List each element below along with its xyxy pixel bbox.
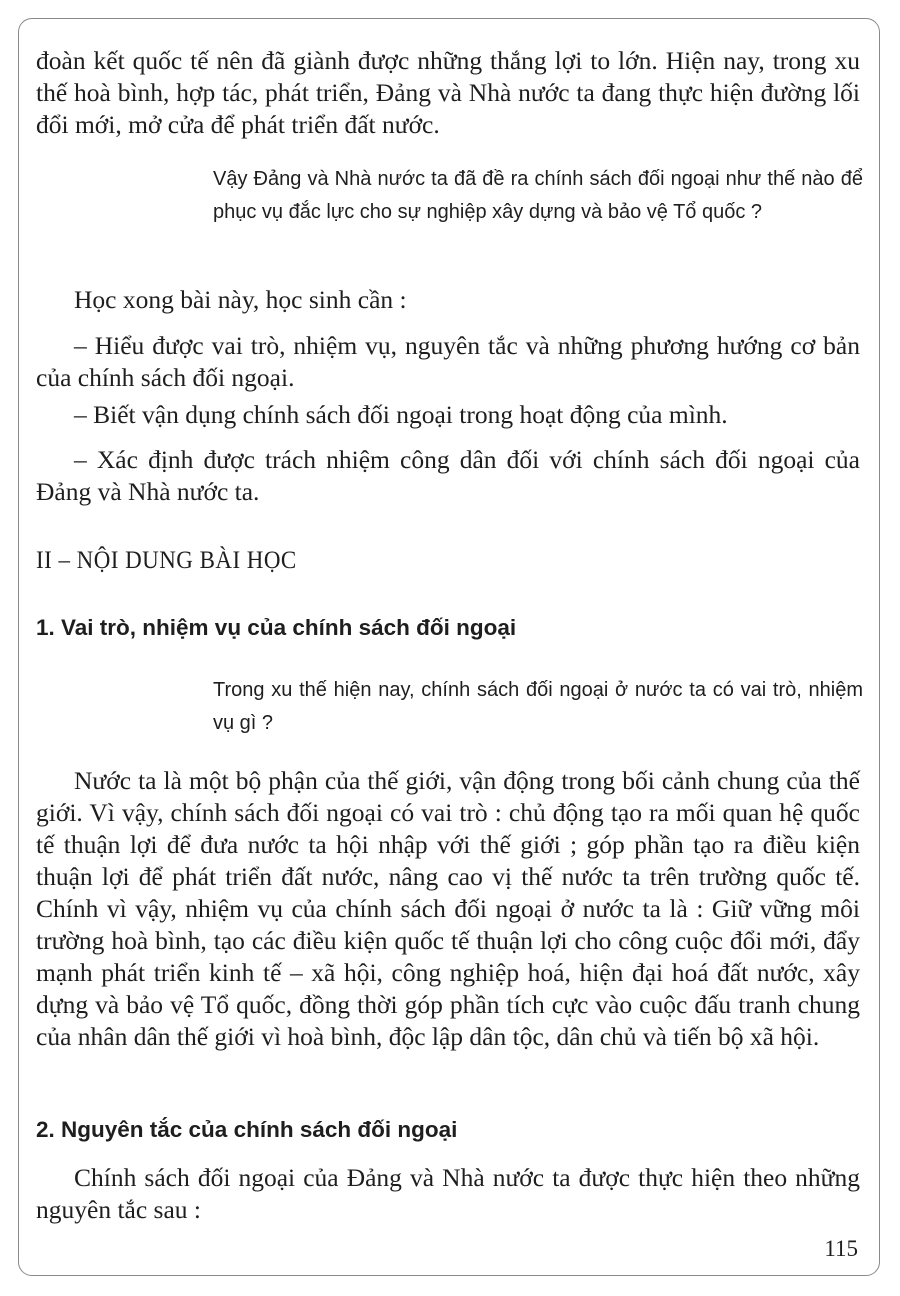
section-heading: II – NỘI DUNG BÀI HỌC bbox=[36, 547, 297, 574]
subsection-2-body: Chính sách đối ngoại của Đảng và Nhà nước ta được thực hiện theo những nguyên tắc sau : bbox=[36, 1163, 860, 1224]
page-number: 115 bbox=[824, 1236, 858, 1261]
subsection-2-title: 2. Nguyên tắc của chính sách đối ngoại bbox=[36, 1117, 458, 1142]
objective-item: – Xác định được trách nhiệm công dân đối với chính sách đối ngoại của Đảng và Nhà nước ta. bbox=[36, 445, 860, 506]
objective-item: – Biết vận dụng chính sách đối ngoại trong hoạt động của mình. bbox=[74, 400, 728, 429]
question-box-2: Trong xu thế hiện nay, chính sách đối ngoại ở nước ta có vai trò, nhiệm vụ gì ? bbox=[213, 679, 863, 734]
intro-paragraph: đoàn kết quốc tế nên đã giành được những thắng lợi to lớn. Hiện nay, trong xu thế hoà bình, hợp tác, phát triển, Đảng và Nhà nước ta đang thực hiện đường lối đổi mới, mở cửa để phát triển đất nước. bbox=[36, 46, 860, 139]
question-box-1: Vậy Đảng và Nhà nước ta đã đề ra chính sách đối ngoại như thế nào để phục vụ đắc lực cho sự nghiệp xây dựng và bảo vệ Tổ quốc ? bbox=[213, 168, 863, 223]
subsection-1-body: Nước ta là một bộ phận của thế giới, vận động trong bối cảnh chung của thế giới. Vì vậy, chính sách đối ngoại có vai trò : chủ động tạo ra mối quan hệ quốc tế thuận lợi để đưa nước ta hội nhập với thế giới ; góp phần tạo ra điều kiện thuận lợi để phát triển đất nước, nâng cao vị thế nước ta trên trường quốc tế. Chính vì vậy, nhiệm vụ của chính sách đối ngoại ở nước ta là : Giữ vững môi trường hoà bình, tạo các điều kiện quốc tế thuận lợi cho công cuộc đổi mới, đẩy mạnh phát triển kinh tế – xã hội, công nghiệp hoá, hiện đại hoá đất nước, xây dựng và bảo vệ Tổ quốc, đồng thời góp phần tích cực vào cuộc đấu tranh chung của nhân dân thế giới vì hoà bình, độc lập dân tộc, dân chủ và tiến bộ xã hội. bbox=[36, 766, 860, 1051]
subsection-1-title: 1. Vai trò, nhiệm vụ của chính sách đối ngoại bbox=[36, 615, 517, 640]
objectives-lead: Học xong bài này, học sinh cần : bbox=[74, 285, 407, 314]
objective-item: – Hiểu được vai trò, nhiệm vụ, nguyên tắc và những phương hướng cơ bản của chính sách đối ngoại. bbox=[36, 331, 860, 392]
